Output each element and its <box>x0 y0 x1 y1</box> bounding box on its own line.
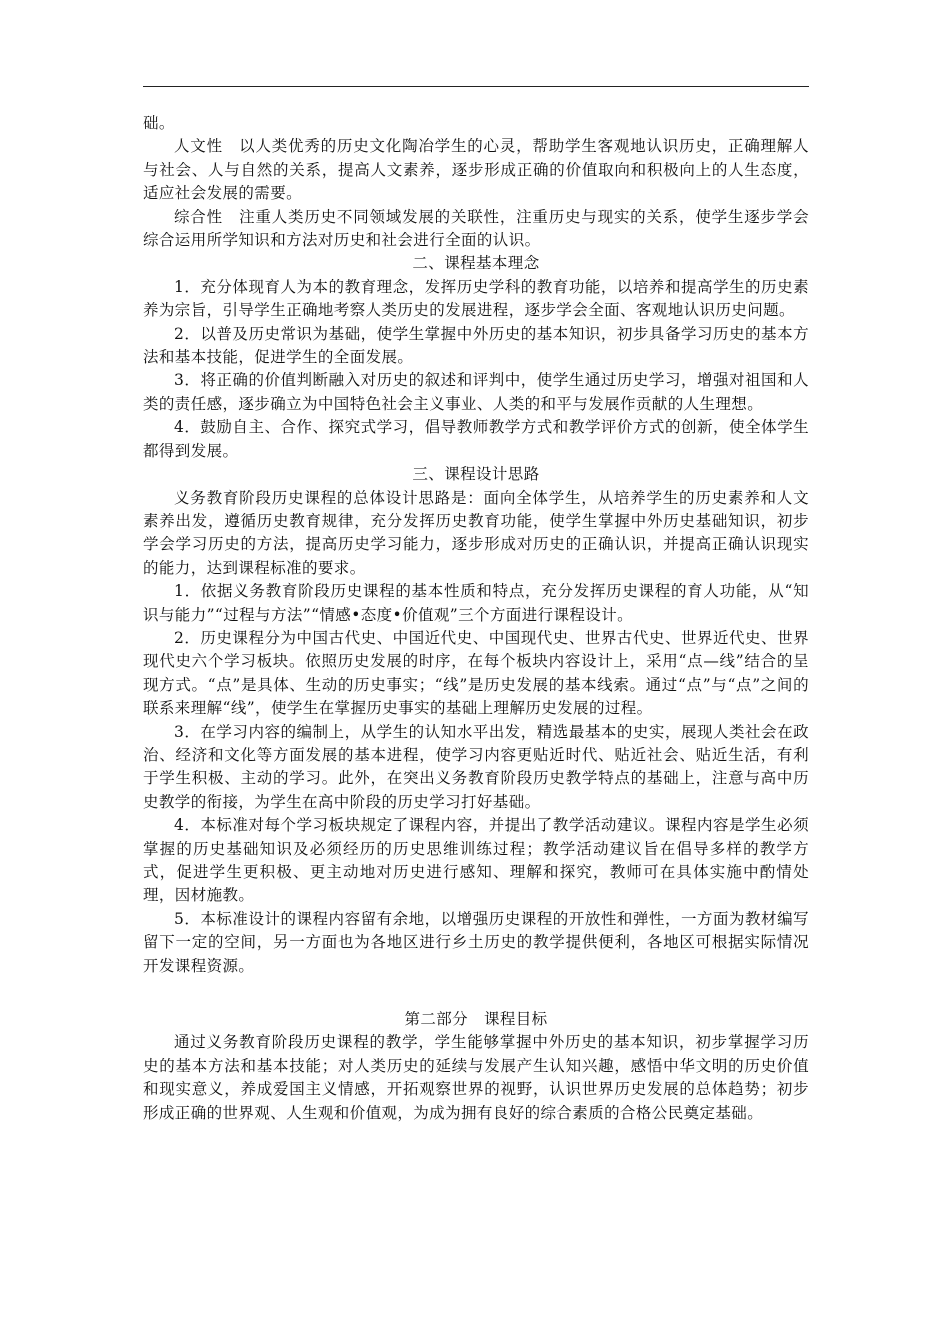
paragraph-design-3: 3．在学习内容的编制上，从学生的认知水平出发，精选最基本的史实，展现人类社会在政治、经济和文化等方面发展的基本进程，使学习内容更贴近时代、贴近社会、贴近生活，有利于学生积极、主动的学习。此外，在突出义务教育阶段历史教学特点的基础上，注意与高中历史教学的衔接，为学生在高中阶段的历史学习打好基础。 <box>143 722 809 811</box>
part-heading-course-goals: 第二部分 课程目标 <box>404 1010 548 1029</box>
paragraph-comprehensive: 综合性 注重人类历史不同领域发展的关联性，注重历史与现实的关系，使学生逐步学会综合运用所学知识和方法对历史和社会进行全面的认识。 <box>143 207 809 250</box>
section-spacer <box>143 978 809 1008</box>
paragraph-concept-2: 2．以普及历史常识为基础，使学生掌握中外历史的基本知识，初步具备学习历史的基本方法和基本技能，促进学生的全面发展。 <box>143 324 809 367</box>
paragraph-concept-1: 1．充分体现育人为本的教育理念，发挥历史学科的教育功能，以培养和提高学生的历史素养为宗旨，引导学生正确地考察人类历史的发展进程，逐步学会全面、客观地认识历史问题。 <box>143 277 809 320</box>
paragraph-concept-4: 4．鼓励自主、合作、探究式学习，倡导教师教学方式和教学评价方式的创新，使全体学生都得到发展。 <box>143 418 809 460</box>
header-rule <box>143 86 809 87</box>
paragraph-design-overview: 义务教育阶段历史课程的总体设计思路是：面向全体学生，从培养学生的历史素养和人文素养出发，遵循历史教育规律，充分发挥历史教育功能，使学生掌握中外历史基础知识，初步学会学习历史的方法，提高历史学习能力，逐步形成对历史的正确认识，并提高正确认识现实的能力，达到课程标准的要求。 <box>143 488 809 577</box>
paragraph-design-1: 1．依据义务教育阶段历史课程的基本性质和特点，充分发挥历史课程的育人功能，从“知识与能力”“过程与方法”“情感•态度•价值观”三个方面进行课程设计。 <box>143 582 809 624</box>
paragraph-continuation: 础。 <box>143 114 175 132</box>
section-heading-design-ideas: 三、课程设计思路 <box>412 465 540 484</box>
paragraph-design-5: 5．本标准设计的课程内容留有余地，以增强历史课程的开放性和弹性，一方面为教材编写留下一定的空间，另一方面也为各地区进行乡土历史的教学提供便利，各地区可根据实际情况开发课程资源。 <box>143 909 809 975</box>
paragraph-concept-3: 3．将正确的价值判断融入对历史的叙述和评判中，使学生通过历史学习，增强对祖国和人类的责任感，逐步确立为中国特色社会主义事业、人类的和平与发展作贡献的人生理想。 <box>143 371 809 413</box>
section-heading-basic-concepts: 二、课程基本理念 <box>412 254 540 273</box>
paragraph-humanistic: 人文性 以人类优秀的历史文化陶冶学生的心灵，帮助学生客观地认识历史，正确理解人与社会、人与自然的关系，提高人文素养，逐步形成正确的价值取向和积极向上的人生态度，适应社会发展的需要。 <box>143 137 809 203</box>
document-body <box>143 112 809 1125</box>
paragraph-goals: 通过义务教育阶段历史课程的教学，学生能够掌握中外历史的基本知识，初步掌握学习历史的基本方法和基本技能；对人类历史的延续与发展产生认知兴趣，感悟中华文明的历史价值和现实意义，养成爱国主义情感，开拓观察世界的视野，认识世界历史发展的总体趋势；初步形成正确的世界观、人生观和价值观，为成为拥有良好的综合素质的合格公民奠定基础。 <box>143 1033 809 1122</box>
paragraph-design-2: 2．历史课程分为中国古代史、中国近代史、中国现代史、世界古代史、世界近代史、世界现代史六个学习板块。依照历史发展的时序，在每个板块内容设计上，采用“点—线”结合的呈现方式。“点”是具体、生动的历史事实；“线”是历史发展的基本线索。通过“点”与“点”之间的联系来理解“线”，使学生在掌握历史事实的基础上理解历史发展的过程。 <box>143 628 809 718</box>
paragraph-design-4: 4．本标准对每个学习板块规定了课程内容，并提出了教学活动建议。课程内容是学生必须掌握的历史基础知识及必须经历的历史思维训练过程；教学活动建议旨在倡导多样的教学方式，促进学生更积极、更主动地对历史进行感知、理解和探究，教师可在具体实施中酌情处理，因材施教。 <box>143 816 809 905</box>
